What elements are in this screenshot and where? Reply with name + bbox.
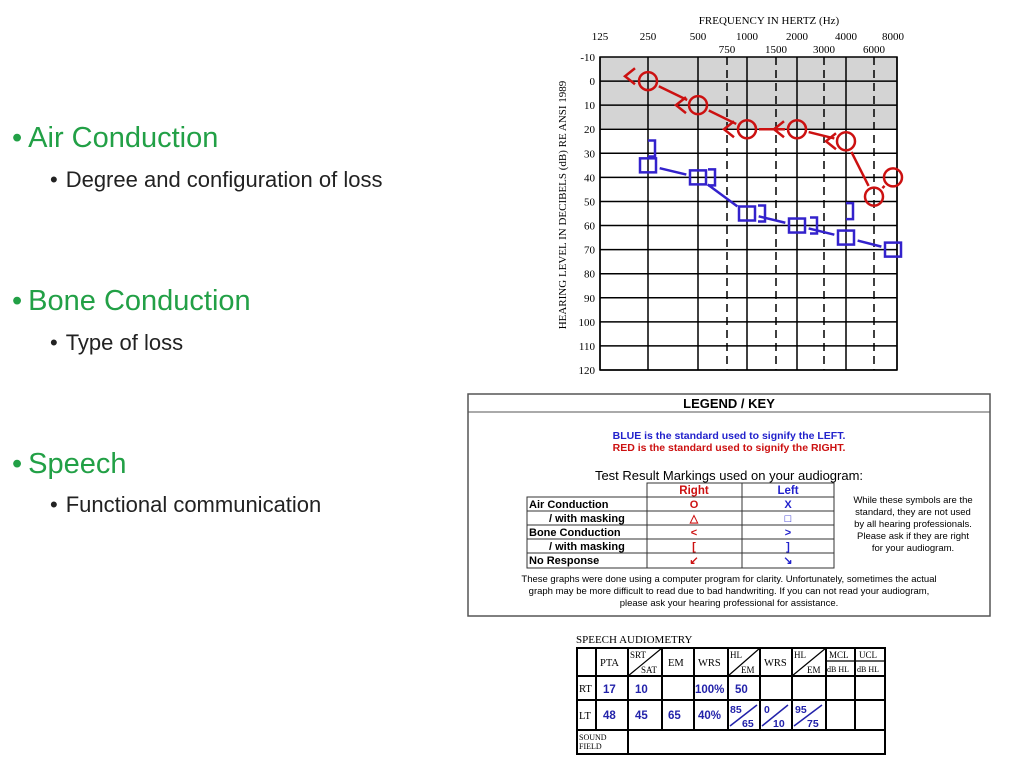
sub-bullet-text: Degree and configuration of loss <box>65 167 383 192</box>
freq-label: 1500 <box>765 44 787 56</box>
legend-left-symbol: ↘ <box>783 555 793 567</box>
lt-wrs: 40% <box>698 710 722 722</box>
db-tick-labels <box>579 52 596 377</box>
left-ac-connector <box>708 185 738 207</box>
left-bc-bracket <box>648 140 655 156</box>
row-label-sound-field: SOUND <box>579 733 607 742</box>
freq-label: 8000 <box>882 31 904 43</box>
db-tick-label: 90 <box>584 292 595 305</box>
lt-pta: 48 <box>603 710 616 722</box>
legend-right-symbol: ↙ <box>689 555 699 567</box>
lt-hl-em2-top: 95 <box>795 704 807 716</box>
left-ac-connector <box>858 241 882 247</box>
speech-title: SPEECH AUDIOMETRY <box>576 634 693 646</box>
rt-hl-em: 50 <box>735 684 748 696</box>
speech-values <box>603 684 822 730</box>
left-ac-connector <box>660 168 687 174</box>
header-em2: EM <box>741 665 755 675</box>
legend-right-symbol: O <box>689 499 699 511</box>
db-tick-label: 70 <box>584 244 595 257</box>
footer-line: These graphs were done using a computer program for clarity. Unfortunately, sometimes the actual <box>521 574 937 585</box>
freq-label: 125 <box>591 31 609 43</box>
legend-left-symbol: X <box>784 499 792 511</box>
legend-col-left: Left <box>777 485 799 497</box>
db-tick-label: 0 <box>589 76 595 89</box>
db-tick-label: 50 <box>584 196 595 209</box>
legend-row-label: / with masking <box>549 513 625 525</box>
legend-left-symbol: ] <box>786 541 790 553</box>
db-tick-label: 30 <box>584 148 595 161</box>
frequency-top-labels <box>592 31 905 43</box>
header-srt: SRT <box>630 650 646 660</box>
header-em: EM <box>668 658 684 669</box>
legend-red-line: RED is the standard used to signify the RIGHT. <box>612 442 846 454</box>
freq-label: 750 <box>718 44 736 56</box>
normal-hearing-shade <box>600 57 897 128</box>
db-tick-label: 40 <box>584 172 595 185</box>
freq-label: 2000 <box>786 31 808 43</box>
legend-title: LEGEND / KEY <box>683 396 775 411</box>
lt-wrs2-top: 0 <box>764 704 770 716</box>
freq-label: 4000 <box>835 31 857 43</box>
lt-hl-em2-bot: 75 <box>807 718 819 730</box>
side-note-line: While these symbols are the <box>853 495 973 506</box>
sub-bullet-functional: • Functional communication <box>50 492 322 517</box>
bullet-heading: Air Conduction <box>28 122 219 154</box>
side-note-line: by all hearing professionals. <box>854 519 972 530</box>
lt-hl-em-bot: 65 <box>742 718 754 730</box>
legend-row-label: No Response <box>529 555 600 567</box>
header-em3: EM <box>807 665 821 675</box>
sub-bullet-degree: • Degree and configuration of loss <box>50 167 383 192</box>
db-tick-label: 100 <box>578 316 595 329</box>
header-hl: HL <box>730 650 742 660</box>
side-note-line: Please ask if they are right <box>857 531 969 542</box>
left-bc-bracket <box>758 206 765 222</box>
legend-blue-line: BLUE is the standard used to signify the LEFT. <box>612 430 846 442</box>
freq-label: 6000 <box>863 44 885 56</box>
header-hl3: HL <box>794 650 806 660</box>
db-tick-label: 120 <box>578 365 595 377</box>
legend-row-label: Bone Conduction <box>529 527 621 539</box>
lt-wrs2-bot: 10 <box>773 718 785 730</box>
legend-right-symbol: < <box>690 527 698 539</box>
header-wrs: WRS <box>698 658 721 669</box>
legend-subtitle: Test Result Markings used on your audiogram: <box>594 468 864 483</box>
footer-line: please ask your hearing professional for assistance. <box>619 598 839 609</box>
legend-left-symbol: □ <box>784 513 792 525</box>
legend-row-label: / with masking <box>549 541 625 553</box>
frequency-mid-labels <box>719 44 886 56</box>
bullet-list <box>0 0 460 768</box>
legend-col-right: Right <box>679 485 709 497</box>
sub-bullet-text: Functional communication <box>65 492 322 517</box>
left-bc-bracket <box>846 203 853 219</box>
side-note-line: for your audiogram. <box>871 543 955 554</box>
header-ucl: UCL <box>859 650 877 660</box>
db-tick-label: -10 <box>580 52 595 64</box>
row-label-lt: LT <box>579 711 591 722</box>
right-ac-connector <box>851 152 868 186</box>
speech-table-grid <box>577 648 885 754</box>
freq-label: 500 <box>689 31 707 43</box>
bullet-heading: Speech <box>28 448 127 480</box>
header-wrs2: WRS <box>764 658 787 669</box>
header-pta: PTA <box>600 658 619 669</box>
y-axis-label: HEARING LEVEL IN DECIBELS (dB) RE ANSI 1989 <box>557 80 569 330</box>
frequency-title: FREQUENCY IN HERTZ (Hz) <box>698 15 840 27</box>
sub-bullet-text: Type of loss <box>65 330 184 355</box>
row-label-rt: RT <box>579 684 592 695</box>
side-note-line: standard, they are not used <box>855 507 971 518</box>
audiogram <box>540 0 920 380</box>
header-dbhl: dB HL <box>857 665 879 674</box>
db-tick-label: 80 <box>584 268 595 281</box>
bullet-speech: • Speech <box>12 448 127 480</box>
legend-key <box>467 393 992 618</box>
lt-srt: 45 <box>635 710 648 722</box>
freq-label: 3000 <box>813 44 835 56</box>
db-tick-label: 60 <box>584 220 595 233</box>
rt-srt: 10 <box>635 684 648 696</box>
lt-em: 65 <box>668 710 681 722</box>
header-sat: SAT <box>641 665 658 675</box>
row-label-sound-field: FIELD <box>579 742 602 751</box>
bullet-air-conduction: • Air Conduction <box>12 122 219 154</box>
header-dbhl: dB HL <box>827 665 849 674</box>
speech-audiometry <box>574 632 890 758</box>
speech-headers <box>600 650 879 675</box>
footer-line: graph may be more difficult to read due to bad handwriting. If you can not read your audiogram, <box>528 586 930 597</box>
sub-bullet-type: • Type of loss <box>50 330 184 355</box>
right-ac-connector <box>882 186 884 188</box>
db-tick-label: 110 <box>578 340 595 353</box>
bullet-bone-conduction: • Bone Conduction <box>12 285 251 317</box>
db-tick-label: 10 <box>584 100 595 113</box>
legend-row-label: Air Conduction <box>529 499 609 511</box>
freq-label: 1000 <box>736 31 758 43</box>
legend-right-symbol: [ <box>692 541 696 553</box>
db-tick-label: 20 <box>584 124 595 137</box>
rt-pta: 17 <box>603 684 616 696</box>
header-mcl: MCL <box>829 650 849 660</box>
lt-hl-em-top: 85 <box>730 704 742 716</box>
rt-wrs: 100% <box>695 684 725 696</box>
legend-left-symbol: > <box>784 527 792 539</box>
bullet-heading: Bone Conduction <box>28 285 251 317</box>
legend-right-symbol: △ <box>689 513 699 525</box>
freq-label: 250 <box>639 31 657 43</box>
